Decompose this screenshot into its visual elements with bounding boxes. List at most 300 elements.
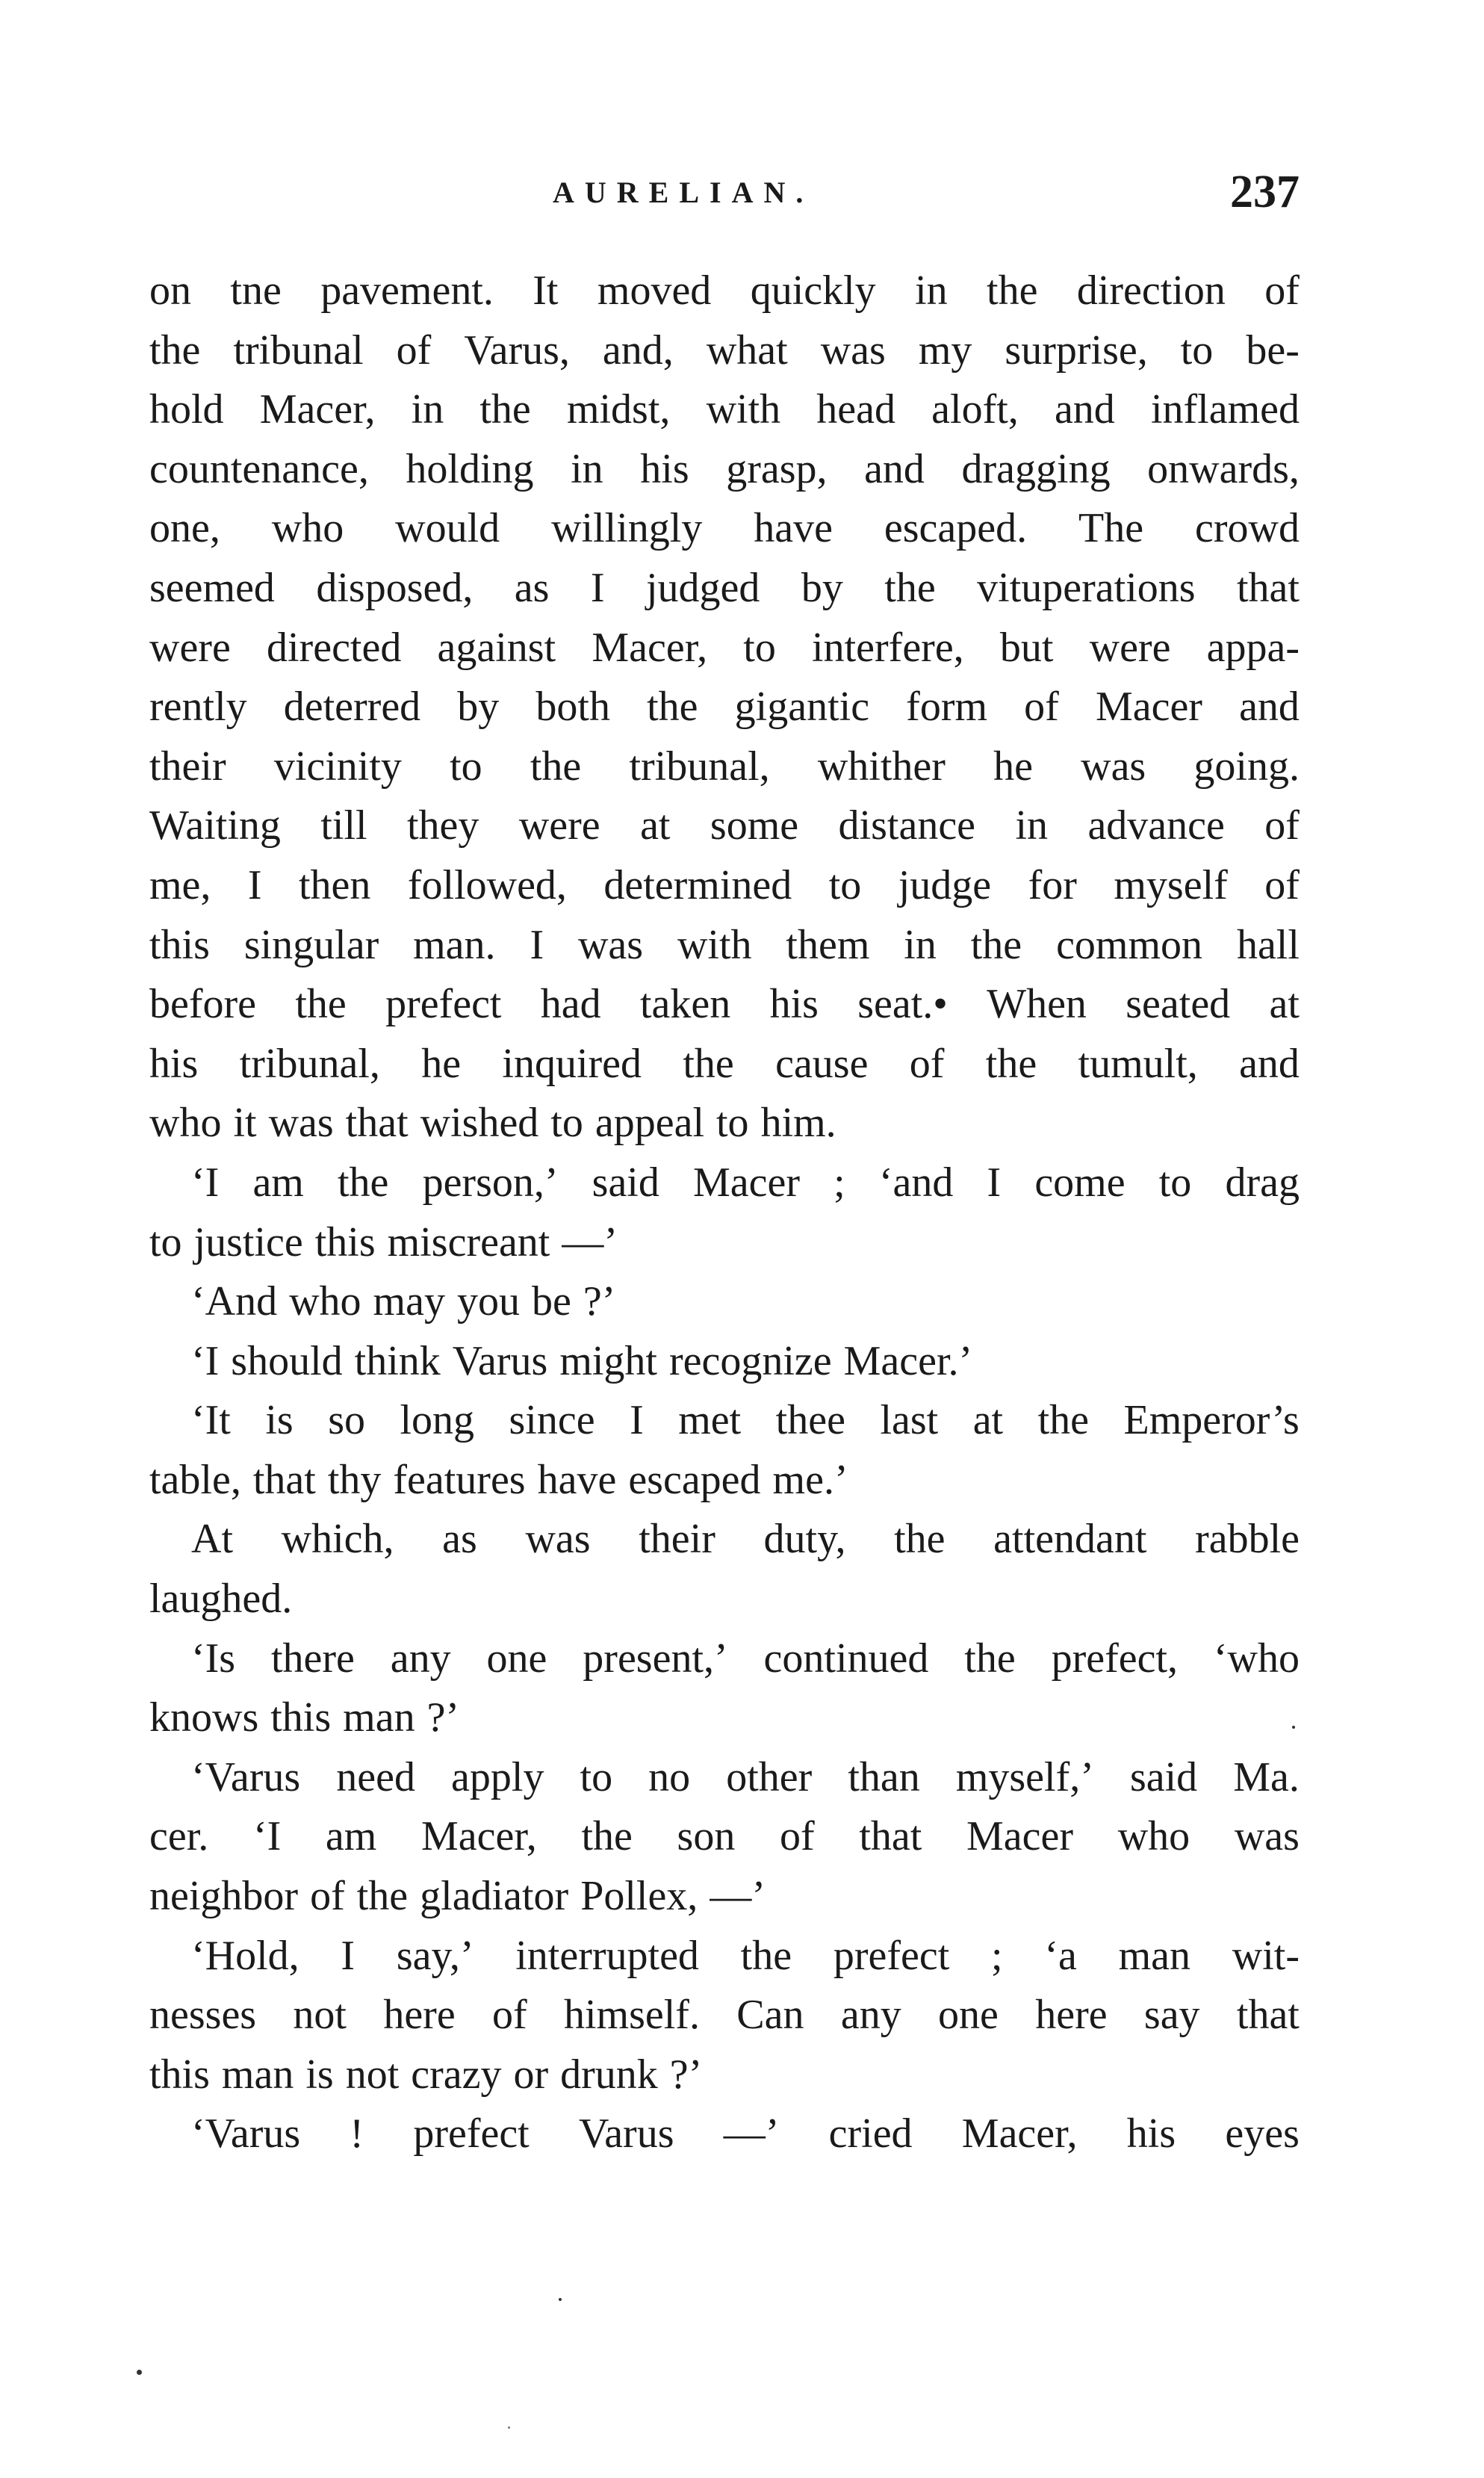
- word: who: [1117, 1813, 1190, 1860]
- text-line: [149, 1688, 1300, 1748]
- word: crazy: [411, 2051, 502, 2098]
- word: !: [350, 2110, 364, 2158]
- word: ?’: [426, 1694, 460, 1741]
- word: rently: [149, 684, 247, 731]
- word: for: [1028, 861, 1077, 908]
- word: of: [780, 1813, 815, 1860]
- word: to: [149, 1218, 182, 1266]
- word: the: [581, 1813, 633, 1860]
- word: eyes: [1225, 2110, 1300, 2158]
- word: but: [999, 624, 1054, 671]
- word: deterred: [283, 684, 421, 731]
- word: rabble: [1195, 1516, 1300, 1563]
- word: of: [1024, 684, 1059, 731]
- word: who: [271, 505, 344, 552]
- word: of: [1264, 802, 1300, 849]
- word: am: [325, 1813, 377, 1860]
- text-line: [149, 975, 1300, 1035]
- word: Macer: [966, 1813, 1074, 1860]
- word: ‘I: [191, 1337, 220, 1384]
- word: aloft,: [931, 386, 1019, 433]
- text-line: [149, 559, 1300, 619]
- word: the: [683, 1040, 734, 1087]
- word: with: [677, 921, 752, 968]
- word: in: [411, 386, 444, 433]
- word: seat.•: [857, 981, 948, 1028]
- word: cer.: [149, 1813, 209, 1860]
- word: with: [706, 386, 781, 433]
- text-line: [149, 856, 1300, 916]
- word: other: [726, 1753, 813, 1800]
- word: man: [1118, 1932, 1191, 1979]
- word: who: [149, 1100, 222, 1147]
- word: inflamed: [1150, 386, 1300, 433]
- word: himself.: [563, 1992, 700, 2039]
- word: taken: [639, 981, 731, 1028]
- word: drunk: [560, 2051, 658, 2098]
- text-line: [149, 1094, 1300, 1153]
- word: Emperor’s: [1123, 1397, 1300, 1444]
- word: their: [639, 1516, 715, 1563]
- word: tribunal,: [629, 743, 770, 790]
- word: Macer,: [421, 1813, 537, 1860]
- word: that: [252, 1456, 316, 1503]
- word: grasp,: [726, 445, 828, 492]
- word: have: [754, 505, 833, 552]
- word: pavement.: [320, 267, 494, 314]
- word: the: [530, 743, 582, 790]
- text-line: [149, 321, 1300, 381]
- word: which,: [281, 1516, 394, 1563]
- word: that: [1236, 1992, 1300, 2039]
- word: of: [492, 1992, 527, 2039]
- word: at: [1269, 981, 1300, 1028]
- word: of: [1264, 861, 1300, 908]
- text-line: [149, 1807, 1300, 1867]
- word: Varus: [452, 1337, 548, 1384]
- word: were: [518, 802, 600, 849]
- word: this: [314, 1218, 376, 1266]
- word: to: [828, 861, 862, 908]
- word: ‘and: [878, 1159, 954, 1206]
- word: since: [509, 1397, 595, 1444]
- word: of: [310, 1873, 345, 1920]
- word: as: [514, 564, 550, 611]
- word: recognize: [669, 1337, 832, 1384]
- word: tribunal: [233, 326, 364, 374]
- word: this: [270, 1694, 332, 1741]
- word: apply: [451, 1753, 544, 1800]
- text-line: [149, 796, 1300, 856]
- word: disposed,: [316, 564, 474, 611]
- word: It: [533, 267, 559, 314]
- word: to: [716, 1100, 749, 1147]
- word: them: [786, 921, 870, 968]
- word: man.: [413, 921, 496, 968]
- word: going.: [1193, 743, 1300, 790]
- word: this: [149, 2051, 210, 2098]
- word: is: [265, 1397, 294, 1444]
- word: at: [640, 802, 671, 849]
- body-text: [149, 261, 1300, 2164]
- word: thee: [775, 1397, 845, 1444]
- word: or: [513, 2051, 549, 2098]
- word: in: [571, 445, 603, 492]
- word: I: [987, 1159, 1002, 1206]
- word: I: [530, 921, 544, 968]
- word: Macer: [693, 1159, 801, 1206]
- word: to: [450, 743, 482, 790]
- word: duty,: [763, 1516, 846, 1563]
- word: at: [972, 1397, 1004, 1444]
- word: Waiting: [149, 802, 281, 849]
- word: tne: [230, 267, 282, 314]
- word: his: [1126, 2110, 1176, 2158]
- word: said: [592, 1159, 659, 1206]
- word: and: [1054, 386, 1115, 433]
- word: ?’: [669, 2051, 703, 2098]
- word: drag: [1225, 1159, 1300, 1206]
- word: son: [677, 1813, 736, 1860]
- word: miscreant: [387, 1218, 550, 1266]
- word: seemed: [149, 564, 275, 611]
- text-line: [149, 2045, 1300, 2105]
- word: tribunal,: [239, 1040, 380, 1087]
- word: be: [531, 1278, 571, 1325]
- word: nesses: [149, 1992, 257, 2039]
- word: any: [390, 1635, 451, 1682]
- word: gladiator: [420, 1873, 569, 1920]
- print-speck: [508, 2426, 510, 2429]
- word: of: [396, 326, 432, 374]
- word: cause: [775, 1040, 869, 1087]
- word: hold: [149, 386, 224, 433]
- word: of: [1264, 267, 1300, 314]
- word: person,’: [422, 1159, 559, 1206]
- word: I: [590, 564, 605, 611]
- text-line: [149, 619, 1300, 678]
- word: my: [918, 326, 972, 374]
- word: Macer,: [259, 386, 376, 433]
- word: neighbor: [149, 1873, 299, 1920]
- word: to: [550, 1100, 583, 1147]
- word: knows: [149, 1694, 259, 1741]
- word: and: [1239, 1040, 1300, 1087]
- word: ?’: [583, 1278, 616, 1325]
- word: the: [884, 564, 936, 611]
- word: Macer: [1095, 684, 1202, 731]
- word: Varus,: [464, 326, 570, 374]
- word: till: [320, 802, 367, 849]
- word: —’: [723, 2110, 780, 2158]
- text-line: [149, 1153, 1300, 1213]
- word: ‘Varus: [191, 2110, 301, 2158]
- word: were: [149, 624, 231, 671]
- word: whither: [817, 743, 946, 790]
- running-head: [149, 166, 1300, 226]
- word: Macer.’: [843, 1337, 973, 1384]
- word: vituperations: [977, 564, 1196, 611]
- word: in: [1015, 802, 1049, 849]
- word: who: [289, 1278, 361, 1325]
- word: their: [149, 743, 226, 790]
- word: some: [710, 802, 799, 849]
- word: this: [149, 921, 210, 968]
- word: his: [769, 981, 819, 1028]
- word: me,: [149, 861, 211, 908]
- word: thy: [327, 1456, 382, 1503]
- word: moved: [597, 267, 712, 314]
- word: interfere,: [812, 624, 964, 671]
- word: tumult,: [1078, 1040, 1198, 1087]
- word: to: [743, 624, 776, 671]
- word: his: [149, 1040, 199, 1087]
- word: that: [1236, 564, 1300, 611]
- word: on: [149, 267, 191, 314]
- page-number: 237: [1230, 167, 1300, 217]
- word: —’: [710, 1873, 766, 1920]
- word: any: [840, 1992, 901, 2039]
- word: —’: [562, 1218, 618, 1266]
- word: ‘Hold,: [191, 1932, 299, 1979]
- word: the: [970, 921, 1022, 968]
- word: onwards,: [1147, 445, 1300, 492]
- word: inquired: [502, 1040, 642, 1087]
- word: one,: [149, 505, 220, 552]
- word: there: [270, 1635, 355, 1682]
- text-line: [149, 1986, 1300, 2045]
- running-title: AURELIAN.: [553, 176, 814, 209]
- word: quickly: [750, 267, 876, 314]
- word: you: [456, 1278, 520, 1325]
- word: he: [421, 1040, 462, 1087]
- word: here: [1035, 1992, 1108, 2039]
- word: appa-: [1206, 624, 1300, 671]
- word: is: [305, 2051, 334, 2098]
- word: countenance,: [149, 445, 369, 492]
- word: followed,: [407, 861, 567, 908]
- word: At: [191, 1516, 233, 1563]
- text-line: [149, 380, 1300, 440]
- word: he: [993, 743, 1033, 790]
- word: prefect: [385, 981, 502, 1028]
- word: that: [345, 1100, 409, 1147]
- word: before: [149, 981, 257, 1028]
- word: one: [938, 1992, 999, 2039]
- word: the: [356, 1873, 409, 1920]
- word: prefect,: [1051, 1635, 1178, 1682]
- word: to: [1180, 326, 1214, 374]
- word: and: [1239, 684, 1300, 731]
- word: the: [647, 684, 698, 731]
- word: The: [1078, 505, 1144, 552]
- word: holding: [406, 445, 534, 492]
- print-speck: [559, 2298, 562, 2301]
- word: cried: [828, 2110, 913, 2158]
- word: features: [393, 1456, 526, 1503]
- word: one: [486, 1635, 547, 1682]
- word: the: [295, 981, 347, 1028]
- word: form: [906, 684, 988, 731]
- word: Pollex,: [580, 1873, 698, 1920]
- word: When: [987, 981, 1087, 1028]
- word: him.: [760, 1100, 836, 1147]
- word: in: [915, 267, 948, 314]
- word: vicinity: [273, 743, 402, 790]
- word: would: [395, 505, 500, 552]
- word: were: [1089, 624, 1171, 671]
- word: ‘a: [1044, 1932, 1077, 1979]
- word: the: [987, 267, 1038, 314]
- word: was: [1234, 1813, 1300, 1860]
- word: the: [740, 1932, 792, 1979]
- text-line: [149, 1927, 1300, 1986]
- word: by: [801, 564, 843, 611]
- word: may: [373, 1278, 445, 1325]
- word: hall: [1236, 921, 1300, 968]
- text-line: [149, 737, 1300, 797]
- word: surprise,: [1005, 326, 1148, 374]
- word: to: [1158, 1159, 1192, 1206]
- word: determined: [603, 861, 792, 908]
- text-line: [149, 1570, 1300, 1629]
- word: had: [540, 981, 601, 1028]
- word: wit-: [1232, 1932, 1300, 1979]
- word: of: [909, 1040, 945, 1087]
- word: say: [1143, 1992, 1200, 2039]
- word: laughed.: [149, 1576, 293, 1623]
- word: have: [537, 1456, 617, 1503]
- word: seated: [1126, 981, 1231, 1028]
- word: they: [406, 802, 479, 849]
- word: then: [298, 861, 371, 908]
- word: last: [880, 1397, 939, 1444]
- word: crowd: [1195, 505, 1300, 552]
- word: the: [1037, 1397, 1090, 1444]
- word: here: [383, 1992, 456, 2039]
- word: Macer,: [961, 2110, 1078, 2158]
- word: attendant: [993, 1516, 1147, 1563]
- word: ;: [833, 1159, 845, 1206]
- word: met: [678, 1397, 742, 1444]
- word: not: [293, 1992, 347, 2039]
- word: be-: [1246, 326, 1300, 374]
- text-line: [149, 1035, 1300, 1094]
- word: direction: [1076, 267, 1226, 314]
- word: ‘Is: [191, 1635, 236, 1682]
- word: prefect: [833, 1932, 950, 1979]
- word: was: [268, 1100, 334, 1147]
- word: need: [336, 1753, 415, 1800]
- text-line: [149, 499, 1300, 559]
- word: advance: [1087, 802, 1225, 849]
- text-line: [149, 1748, 1300, 1808]
- word: myself,’: [955, 1753, 1094, 1800]
- word: Can: [736, 1992, 804, 2039]
- word: singular: [243, 921, 379, 968]
- word: think: [354, 1337, 441, 1384]
- word: gigantic: [734, 684, 870, 731]
- word: not: [345, 2051, 400, 2098]
- word: that: [859, 1813, 922, 1860]
- word: than: [848, 1753, 920, 1800]
- word: midst,: [566, 386, 671, 433]
- word: I: [341, 1932, 356, 1979]
- word: no: [648, 1753, 691, 1800]
- text-line: [149, 1451, 1300, 1511]
- word: Varus: [578, 2110, 674, 2158]
- word: escaped.: [884, 505, 1028, 552]
- word: man: [343, 1694, 415, 1741]
- text-line: [149, 1629, 1300, 1689]
- word: escaped: [628, 1456, 761, 1503]
- word: Macer,: [592, 624, 708, 671]
- text-line: [149, 916, 1300, 976]
- word: present,’: [583, 1635, 728, 1682]
- word: the: [964, 1635, 1016, 1682]
- word: it: [233, 1100, 257, 1147]
- word: by: [457, 684, 500, 731]
- text-line: [149, 1213, 1300, 1273]
- print-speck: [1292, 1726, 1295, 1729]
- word: ‘It: [191, 1397, 231, 1444]
- word: distance: [838, 802, 976, 849]
- word: prefect: [413, 2110, 530, 2158]
- word: as: [442, 1516, 477, 1563]
- word: man: [221, 2051, 294, 2098]
- word: the: [985, 1040, 1037, 1087]
- word: was: [577, 921, 644, 968]
- word: the: [338, 1159, 389, 1206]
- word: so: [328, 1397, 365, 1444]
- word: said: [1129, 1753, 1198, 1800]
- text-line: [149, 678, 1300, 737]
- word: was: [525, 1516, 591, 1563]
- word: I: [630, 1397, 644, 1444]
- text-line: [149, 261, 1300, 321]
- word: wished: [420, 1100, 539, 1147]
- word: both: [535, 684, 610, 731]
- word: common: [1056, 921, 1203, 968]
- text-line: [149, 1510, 1300, 1570]
- word: I: [247, 861, 262, 908]
- word: to: [580, 1753, 613, 1800]
- word: and,: [602, 326, 674, 374]
- word: what: [706, 326, 788, 374]
- text-line: [149, 2104, 1300, 2164]
- word: Ma.: [1233, 1753, 1300, 1800]
- word: the: [149, 326, 201, 374]
- word: appeal: [594, 1100, 704, 1147]
- word: willingly: [551, 505, 703, 552]
- text-line: [149, 1867, 1300, 1927]
- word: the: [479, 386, 531, 433]
- word: was: [820, 326, 886, 374]
- word: say,’: [396, 1932, 474, 1979]
- word: me.’: [772, 1456, 848, 1503]
- word: judged: [645, 564, 760, 611]
- word: should: [231, 1337, 343, 1384]
- word: in: [904, 921, 937, 968]
- word: ‘I: [191, 1159, 220, 1206]
- word: ;: [991, 1932, 1003, 1979]
- text-line: [149, 1391, 1300, 1451]
- word: the: [894, 1516, 946, 1563]
- word: ‘who: [1213, 1635, 1300, 1682]
- word: table,: [149, 1456, 241, 1503]
- word: continued: [763, 1635, 929, 1682]
- word: long: [400, 1397, 475, 1444]
